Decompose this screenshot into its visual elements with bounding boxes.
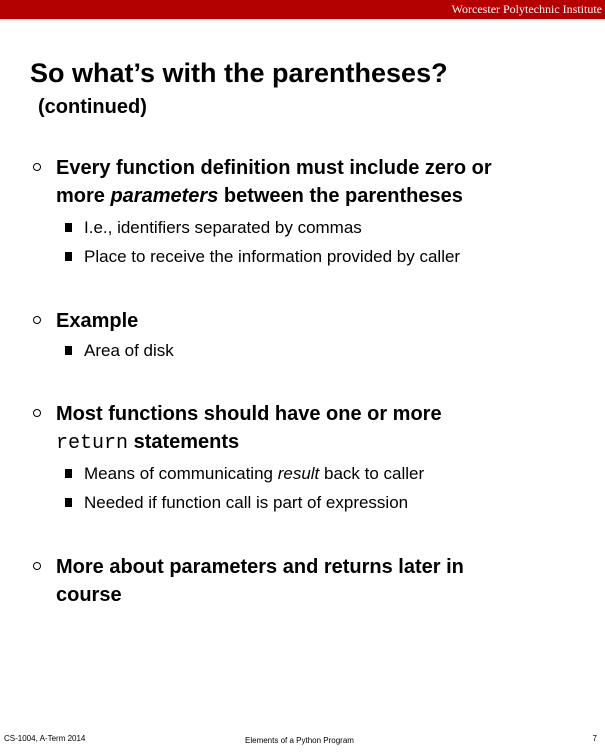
bullet-line: Example <box>56 310 139 332</box>
filled-square-icon <box>65 498 72 507</box>
page-number: 7 <box>592 734 597 743</box>
sub-bullet-text: Place to receive the information provided by caller <box>84 247 461 266</box>
bullet-line: Most functions should have one or more <box>56 403 442 425</box>
bullet-line <box>56 182 526 210</box>
hollow-circle-icon <box>33 409 41 417</box>
institute-name: Worcester Polytechnic Institute <box>451 2 602 16</box>
emphasis-text: parameters <box>110 185 219 207</box>
sub-bullet <box>84 246 460 268</box>
sub-bullet <box>84 463 424 485</box>
slide-title: So what’s with the parentheses? <box>30 58 448 88</box>
text-run: more <box>56 185 111 207</box>
slide-subtitle: (continued) <box>38 96 147 118</box>
hollow-circle-icon <box>33 163 41 171</box>
sub-bullet <box>84 217 362 239</box>
bullet-more <box>56 553 526 609</box>
text-run: back to caller <box>319 464 425 483</box>
hollow-circle-icon <box>33 316 41 324</box>
sub-bullet-text: I.e., identifiers separated by commas <box>84 218 362 237</box>
filled-square-icon <box>65 252 72 261</box>
bullet-example <box>56 307 526 335</box>
bullet-line: course <box>56 584 122 606</box>
bullet-return <box>56 400 526 458</box>
footer-topic: Elements of a Python Program <box>245 736 354 745</box>
bullet-line: More about parameters and returns later in <box>56 556 464 578</box>
bullet-line <box>56 428 526 458</box>
sub-bullet <box>84 340 174 362</box>
code-keyword: return <box>56 432 129 455</box>
filled-square-icon <box>65 469 72 478</box>
sub-bullet-text: Area of disk <box>84 341 174 360</box>
sub-bullet <box>84 492 408 514</box>
bullet-line: Every function definition must include zero or <box>56 157 492 179</box>
filled-square-icon <box>65 346 72 355</box>
text-run: Means of communicating <box>84 464 278 483</box>
bullet-parameters <box>56 154 526 210</box>
hollow-circle-icon <box>33 562 41 570</box>
emphasis-text: result <box>277 464 320 483</box>
text-run: between the parentheses <box>218 185 463 207</box>
filled-square-icon <box>65 223 72 232</box>
sub-bullet-text: Needed if function call is part of expression <box>84 493 409 512</box>
header-bar <box>0 0 605 19</box>
text-run: statements <box>128 431 240 453</box>
footer-course: CS-1004, A-Term 2014 <box>4 734 86 743</box>
